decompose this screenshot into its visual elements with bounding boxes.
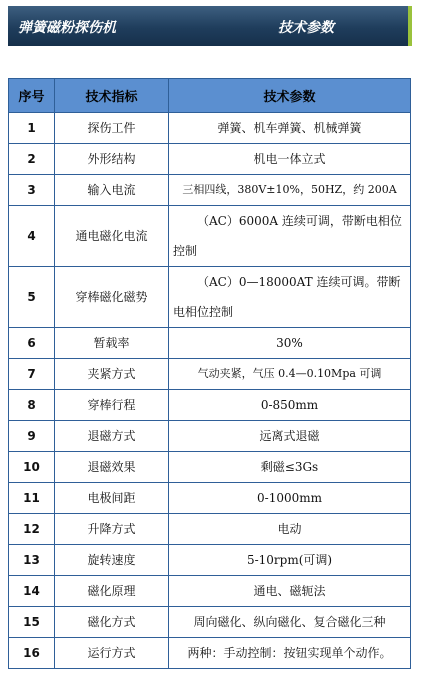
row-item: 磁化方式 — [55, 607, 169, 638]
table-row — [9, 390, 411, 421]
row-number: 8 — [9, 390, 55, 421]
row-number: 9 — [9, 421, 55, 452]
column-header-item: 技术指标 — [55, 79, 169, 113]
row-number: 16 — [9, 638, 55, 669]
row-number: 7 — [9, 359, 55, 390]
row-value: 远离式退磁 — [169, 421, 411, 452]
table-row — [9, 113, 411, 144]
row-value: 周向磁化、纵向磁化、复合磁化三种 — [169, 607, 411, 638]
row-item: 穿棒行程 — [55, 390, 169, 421]
row-item: 退磁效果 — [55, 452, 169, 483]
row-item: 升降方式 — [55, 514, 169, 545]
row-number: 13 — [9, 545, 55, 576]
row-value: 0-850mm — [169, 390, 411, 421]
row-value: 三相四线，380V±10%，50HZ，约 200A — [169, 175, 411, 206]
row-number: 15 — [9, 607, 55, 638]
row-number: 2 — [9, 144, 55, 175]
row-value: 气动夹紧，气压 0.4—0.10Mpa 可调 — [169, 359, 411, 390]
row-item: 退磁方式 — [55, 421, 169, 452]
table-row — [9, 267, 411, 328]
row-item: 旋转速度 — [55, 545, 169, 576]
banner-section-title: 技术参数 — [278, 20, 334, 36]
table-row — [9, 328, 411, 359]
row-value: 电动 — [169, 514, 411, 545]
row-value: 剩磁≤3Gs — [169, 452, 411, 483]
row-value: 机电一体立式 — [169, 144, 411, 175]
row-value: 两种：手动控制：按钮实现单个动作。 — [169, 638, 411, 669]
row-number: 3 — [9, 175, 55, 206]
column-header-number: 序号 — [9, 79, 55, 113]
row-item: 夹紧方式 — [55, 359, 169, 390]
row-number: 14 — [9, 576, 55, 607]
row-value: （AC）0—18000AT 连续可调。带断电相位控制 — [169, 267, 411, 328]
table-header-row — [9, 79, 411, 113]
row-item: 磁化原理 — [55, 576, 169, 607]
row-item: 探伤工件 — [55, 113, 169, 144]
row-number: 5 — [9, 267, 55, 328]
table-row — [9, 144, 411, 175]
row-item: 通电磁化电流 — [55, 206, 169, 267]
row-item: 外形结构 — [55, 144, 169, 175]
row-item: 穿棒磁化磁势 — [55, 267, 169, 328]
row-value: 5-10rpm(可调) — [169, 545, 411, 576]
row-item: 暂载率 — [55, 328, 169, 359]
row-value: 弹簧、机车弹簧、机械弹簧 — [169, 113, 411, 144]
row-item: 输入电流 — [55, 175, 169, 206]
table-row — [9, 206, 411, 267]
table-row — [9, 607, 411, 638]
row-value: （AC）6000A 连续可调，带断电相位控制 — [169, 206, 411, 267]
title-banner — [8, 6, 412, 46]
table-row — [9, 359, 411, 390]
row-value: 0-1000mm — [169, 483, 411, 514]
row-number: 4 — [9, 206, 55, 267]
table-row — [9, 175, 411, 206]
row-number: 6 — [9, 328, 55, 359]
table-row — [9, 514, 411, 545]
row-number: 1 — [9, 113, 55, 144]
row-value: 通电、磁轭法 — [169, 576, 411, 607]
table-row — [9, 483, 411, 514]
row-number: 10 — [9, 452, 55, 483]
table-row — [9, 452, 411, 483]
table-row — [9, 638, 411, 669]
table-row — [9, 576, 411, 607]
table-row — [9, 421, 411, 452]
table-row — [9, 545, 411, 576]
row-number: 12 — [9, 514, 55, 545]
row-number: 11 — [9, 483, 55, 514]
row-item: 运行方式 — [55, 638, 169, 669]
row-item: 电极间距 — [55, 483, 169, 514]
banner-product-title: 弹簧磁粉探伤机 — [18, 20, 116, 36]
spec-table — [8, 78, 411, 669]
column-header-value: 技术参数 — [169, 79, 411, 113]
row-value: 30% — [169, 328, 411, 359]
